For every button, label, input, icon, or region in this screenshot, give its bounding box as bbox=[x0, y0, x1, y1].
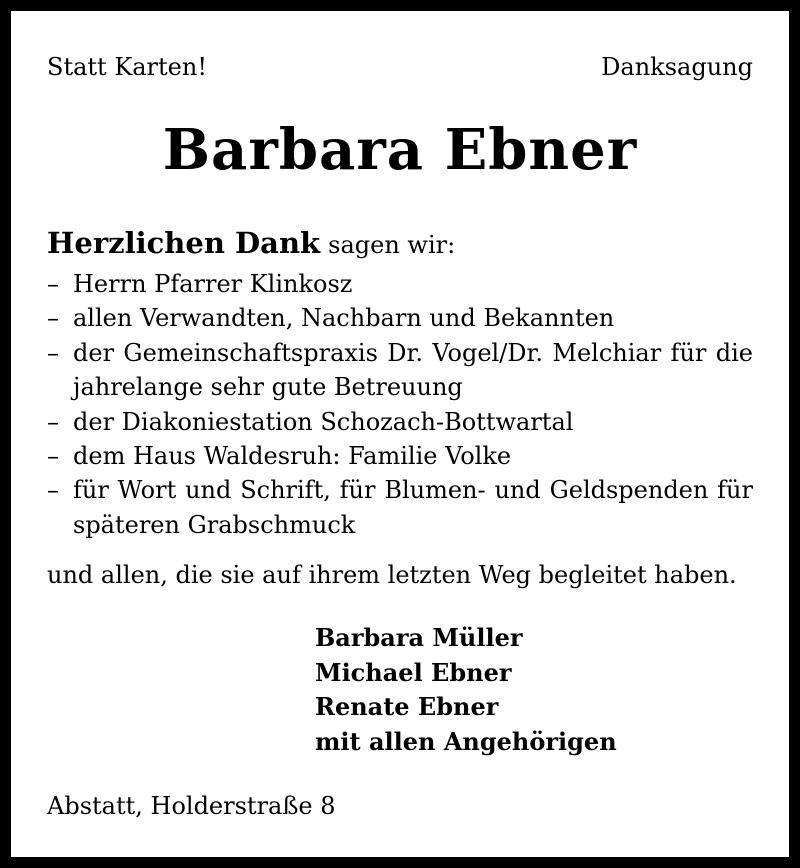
list-item-text: dem Haus Waldesruh: Familie Volke bbox=[73, 442, 512, 471]
thanks-intro-rest: sagen wir: bbox=[328, 231, 456, 259]
list-item bbox=[47, 301, 753, 335]
dash-marker: – bbox=[47, 304, 59, 333]
list-item bbox=[47, 336, 753, 405]
header-right-text: Danksagung bbox=[601, 53, 753, 81]
list-item bbox=[47, 439, 753, 473]
list-item-text: allen Verwandten, Nachbarn und Bekannten bbox=[73, 304, 615, 333]
closing-sentence: und allen, die sie auf ihrem letzten Weg begleitet haben. bbox=[47, 561, 737, 589]
signatory-name: Barbara Müller bbox=[315, 623, 523, 652]
deceased-name-headline: Barbara Ebner bbox=[162, 117, 638, 183]
thanks-list bbox=[47, 267, 753, 542]
dash-marker: – bbox=[47, 476, 59, 505]
thanks-intro-bold: Herzlichen Dank bbox=[47, 226, 321, 260]
list-item bbox=[47, 473, 753, 542]
dash-marker: – bbox=[47, 338, 59, 367]
dash-marker: – bbox=[47, 442, 59, 471]
list-item-text: der Diakoniestation Schozach-Bottwartal bbox=[73, 407, 574, 436]
header-left-text: Statt Karten! bbox=[47, 53, 207, 81]
list-item bbox=[47, 267, 753, 301]
dash-marker: – bbox=[47, 270, 59, 298]
list-item-text: der Gemeinschaftspraxis Dr. Vogel/Dr. Melchiar für die jahrelange sehr gute Betreuung bbox=[73, 338, 753, 402]
signatory-name: Michael Ebner bbox=[315, 657, 512, 687]
address-line: Abstatt, Holderstraße 8 bbox=[47, 792, 336, 820]
list-item bbox=[47, 405, 753, 439]
signatory-name: mit allen Angehörigen bbox=[315, 726, 617, 756]
thanks-intro bbox=[47, 222, 455, 269]
list-item-text: für Wort und Schrift, für Blumen- und Geldspenden für späteren Grabschmuck bbox=[73, 476, 753, 539]
signatories-list bbox=[315, 621, 617, 759]
signatory-name: Renate Ebner bbox=[315, 692, 499, 721]
list-item-text: Herrn Pfarrer Klinkosz bbox=[73, 270, 353, 298]
dash-marker: – bbox=[47, 407, 59, 436]
